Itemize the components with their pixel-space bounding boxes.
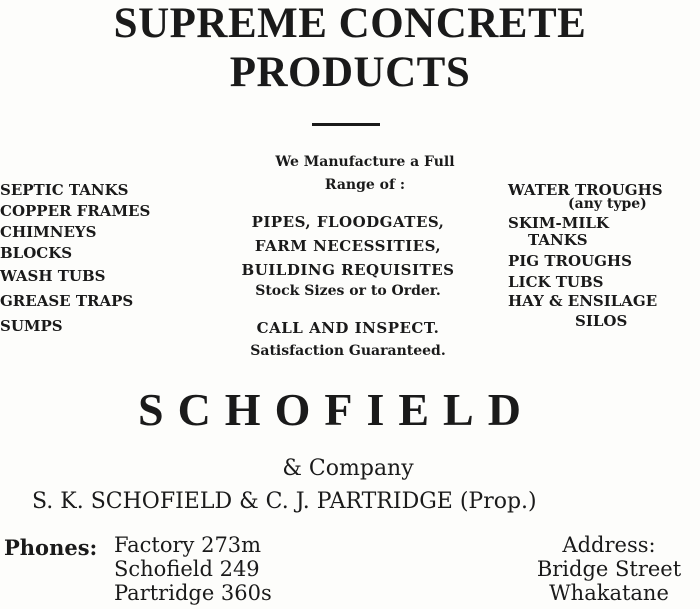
list-item: HAY & ENSILAGE (508, 292, 658, 310)
company-line: & Company (282, 456, 414, 481)
intro-line-2: Range of : (324, 177, 406, 193)
divider-rule (312, 123, 380, 126)
list-item: GREASE TRAPS (0, 292, 134, 310)
list-item: CHIMNEYS (0, 223, 97, 241)
intro-line-1: We Manufacture a Full (275, 154, 455, 170)
list-item: SEPTIC TANKS (0, 181, 129, 199)
phones-label: Phones: (4, 535, 98, 560)
product-range-line: BUILDING REQUISITES (241, 261, 455, 279)
list-item-note: TANKS (528, 231, 588, 249)
list-item: WATER TROUGHS (508, 181, 663, 199)
address-block (520, 533, 698, 605)
list-item: COPPER FRAMES (0, 202, 151, 220)
right-product-list (508, 180, 663, 332)
list-item: PIG TROUGHS (508, 252, 632, 270)
list-item-note: (any type) (568, 196, 647, 212)
address-line: Bridge Street (536, 557, 682, 581)
address-label: Address: (562, 533, 656, 557)
heading-line-1: SUPREME CONCRETE (113, 0, 587, 47)
address-line: Whakatane (549, 581, 669, 605)
left-product-list (0, 180, 150, 337)
stock-note: Stock Sizes or to Order. (255, 283, 441, 299)
intro-text (215, 151, 515, 197)
phone-numbers (114, 533, 272, 605)
product-range-line: PIPES, FLOODGATES, (251, 213, 445, 231)
list-item: BLOCKS (0, 244, 73, 262)
proprietors-line: S. K. SCHOFIELD & C. J. PARTRIDGE (Prop.) (32, 489, 537, 514)
list-item: LICK TUBS (508, 273, 604, 291)
guarantee-note: Satisfaction Guaranteed. (250, 343, 446, 359)
product-range (198, 210, 498, 282)
firm-name: SCHOFIELD (138, 384, 535, 435)
list-item: SKIM-MILK (508, 214, 609, 232)
phone-line: Partridge 360s (114, 581, 272, 605)
list-item: WASH TUBS (0, 267, 106, 285)
list-item: SUMPS (0, 317, 63, 335)
phone-line: Schofield 249 (114, 557, 260, 581)
list-item-note: SILOS (575, 312, 628, 330)
call-to-action: CALL AND INSPECT. (256, 319, 440, 337)
heading-line-2: PRODUCTS (229, 49, 471, 96)
phone-line: Factory 273m (114, 533, 262, 557)
product-range-line: FARM NECESSITIES, (254, 237, 442, 255)
